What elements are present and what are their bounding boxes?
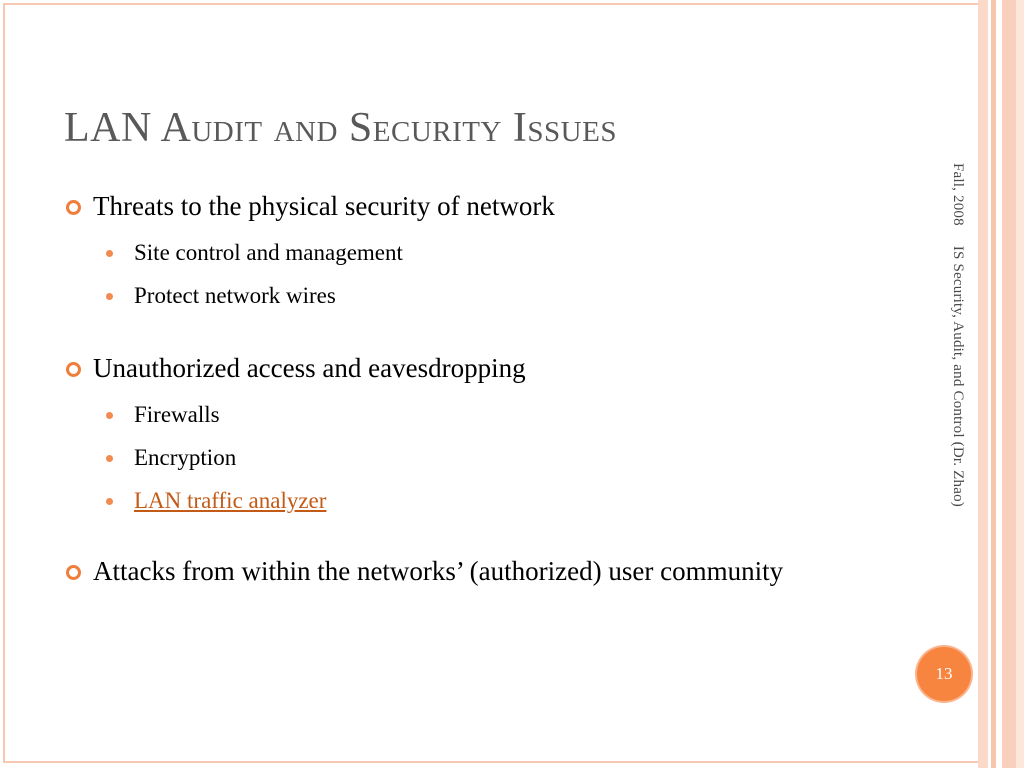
page-number-badge: 13 [917, 647, 971, 701]
bullet-physical-security [64, 187, 878, 225]
footer-date: Fall, 2008 [950, 163, 966, 226]
ring-bullet-icon [66, 565, 81, 580]
bullet-insider-attacks [64, 552, 878, 590]
subbullet-encryption [64, 443, 878, 473]
dot-bullet-icon [106, 293, 113, 300]
ring-bullet-icon [66, 362, 81, 377]
ring-bullet-icon [66, 200, 81, 215]
lan-traffic-analyzer-link[interactable]: LAN traffic analyzer [134, 488, 327, 513]
decor-stripe [978, 0, 988, 768]
dot-bullet-icon [106, 455, 113, 462]
bullet-text: Attacks from within the networks’ (authorized) user community [93, 556, 784, 586]
subbullet-protect-wires [64, 281, 878, 311]
bullet-text: Unauthorized access and eavesdropping [93, 353, 526, 383]
side-footer [949, 163, 966, 507]
dot-bullet-icon [106, 412, 113, 419]
subbullet-firewalls [64, 400, 878, 430]
footer-course: IS Security, Audit, and Control (Dr. Zhao) [950, 245, 966, 507]
bullet-unauthorized-access [64, 349, 878, 387]
subbullet-text: Firewalls [134, 402, 220, 427]
dot-bullet-icon [106, 250, 113, 257]
slide-title: LAN Audit and Security Issues [64, 105, 617, 151]
slide-body [64, 187, 878, 590]
decor-stripe [1002, 0, 1016, 768]
subbullet-text: Site control and management [134, 240, 403, 265]
subbullet-text: Encryption [134, 445, 237, 470]
subbullet-text: Protect network wires [134, 283, 336, 308]
subbullet-lan-traffic-analyzer [64, 486, 878, 516]
subbullet-site-control [64, 238, 878, 268]
bullet-text: Threats to the physical security of network [93, 191, 555, 221]
decor-stripe [1016, 0, 1024, 768]
dot-bullet-icon [106, 498, 113, 505]
